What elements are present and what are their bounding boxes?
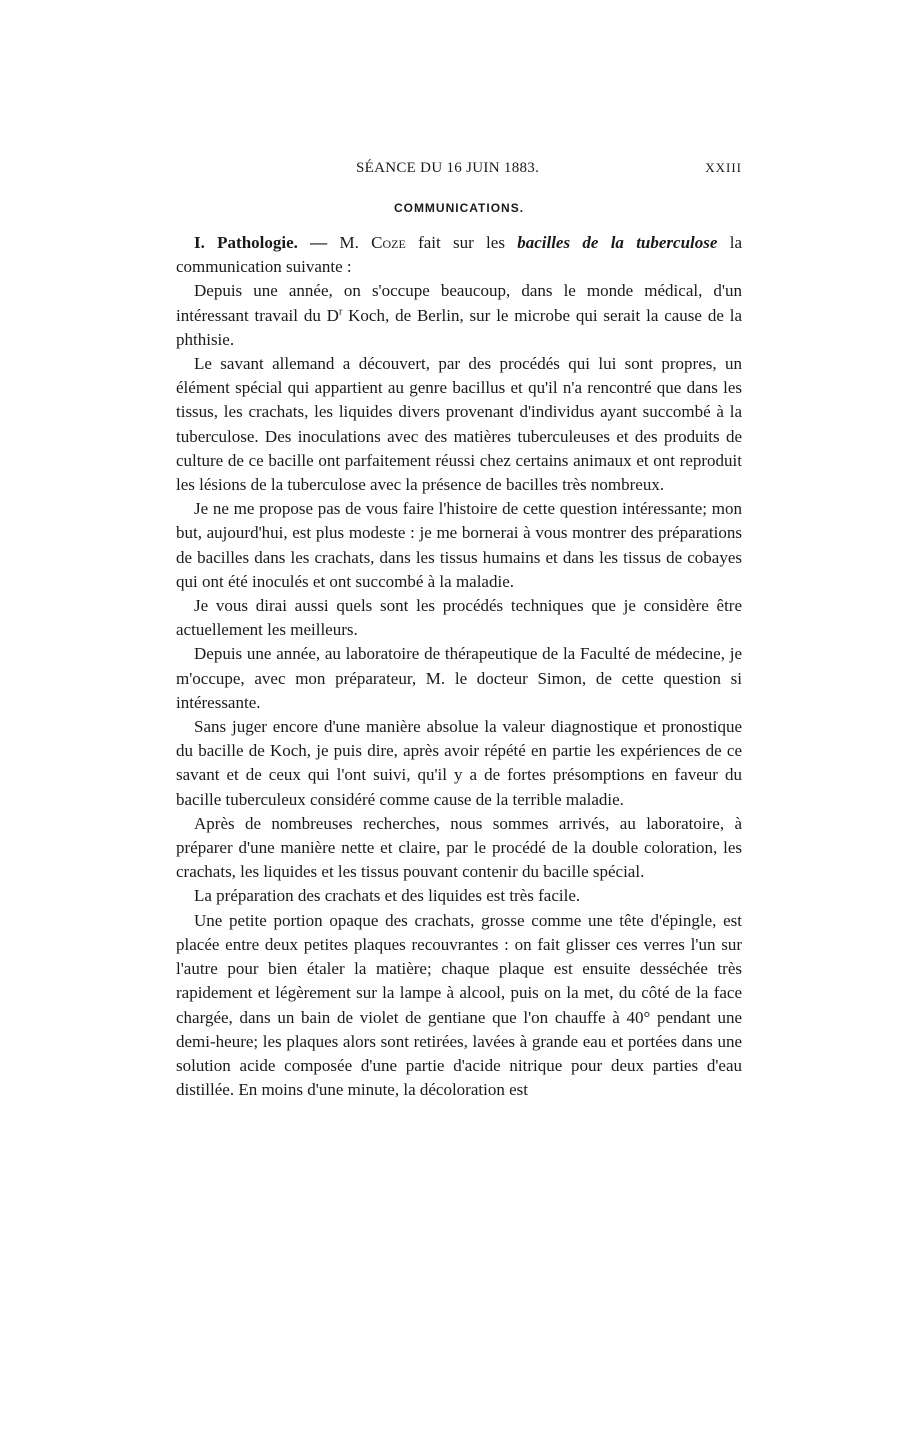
author-prefix: M.: [339, 233, 359, 252]
paragraph: Sans juger encore d'une manière absolue la valeur diagnostique et pronostique du bacille de Koch, je puis dire, après avoir répété en partie les expériences de ce savant et de ceux qui l'ont suivi, qu'il y a de fortes présomptions en faveur du bacille tuberculeux considéré comme cause de la terrible maladie.: [176, 717, 742, 809]
intro-pre-title: fait sur les: [418, 233, 505, 252]
page-number: XXIII: [705, 160, 742, 175]
paragraph-koch: [176, 279, 742, 352]
koch-text-before: Depuis une année, on s'occupe beaucoup, dans le monde médical, d'un intéressant travail du D: [176, 281, 742, 325]
communication-title: bacilles de la tuberculose: [517, 233, 718, 252]
body-text: [176, 231, 742, 1102]
author-name: Coze: [371, 233, 406, 252]
paragraph: Depuis une année, au laboratoire de thérapeutique de la Faculté de médecine, je m'occupe, avec mon préparateur, M. le docteur Simon, de cette question si intéressante.: [176, 644, 742, 712]
koch-superscript: r: [338, 305, 343, 317]
paragraph: Le savant allemand a découvert, par des procédés qui lui sont propres, un élément spécial qui appartient au genre bacillus et qu'il n'a rencontré que dans les tissus, les crachats, les liquides divers provenant d'individus ayant succombé à la tuberculose. Des inoculations avec des matières tuberculeuses et des produits de culture de ce bacille ont parfaitement réussi chez certains animaux et ont reproduit les lésions de la tuberculose avec la présence de bacilles très nombreux.: [176, 354, 742, 495]
koch-text-after: Koch, de Berlin, sur le microbe qui serait la cause de la phthisie.: [176, 305, 742, 349]
running-head: [176, 160, 742, 184]
section-title: COMMUNICATIONS.: [393, 201, 525, 215]
section-lead: I. Pathologie. —: [194, 233, 328, 252]
intro-paragraph: [176, 231, 742, 279]
paragraph: Je ne me propose pas de vous faire l'histoire de cette question intéressante; mon but, aujourd'hui, est plus modeste : je me bornerai à vous montrer des préparations de bacilles dans les crachats, dans les tissus humains et dans les tissus de cobayes qui ont été inoculés et ont succombé à la maladie.: [176, 499, 742, 591]
paragraph: La préparation des crachats et des liquides est très facile.: [194, 886, 581, 906]
paragraph: Après de nombreuses recherches, nous sommes arrivés, au laboratoire, à préparer d'une manière nette et claire, par le procédé de la double coloration, les crachats, les liquides et les tissus pouvant contenir du bacille spécial.: [176, 813, 742, 882]
paragraph: Une petite portion opaque des crachats, grosse comme une tête d'épingle, est placée entre deux petites plaques recouvrantes : on fait glisser ces verres l'un sur l'autre pour bien étaler la matière; chaque plaque est ensuite desséchée très rapidement et légèrement sur la lampe à alcool, puis on la met, du côté de la face chargée, dans un bain de violet de gentiane que l'on chauffe à 40° pendant une demi-heure; les plaques alors sont retirées, lavées à grande eau et portées dans une solution acide composée d'une partie d'acide nitrique pour deux parties d'eau distillée. En moins d'une minute, la décoloration est: [176, 910, 742, 1100]
intro-post-title: la communication suivante :: [176, 233, 742, 277]
running-head-title: SÉANCE DU 16 JUIN 1883.: [356, 160, 540, 176]
paragraph: Je vous dirai aussi quels sont les procédés techniques que je considère être actuellement les meilleurs.: [176, 596, 742, 640]
